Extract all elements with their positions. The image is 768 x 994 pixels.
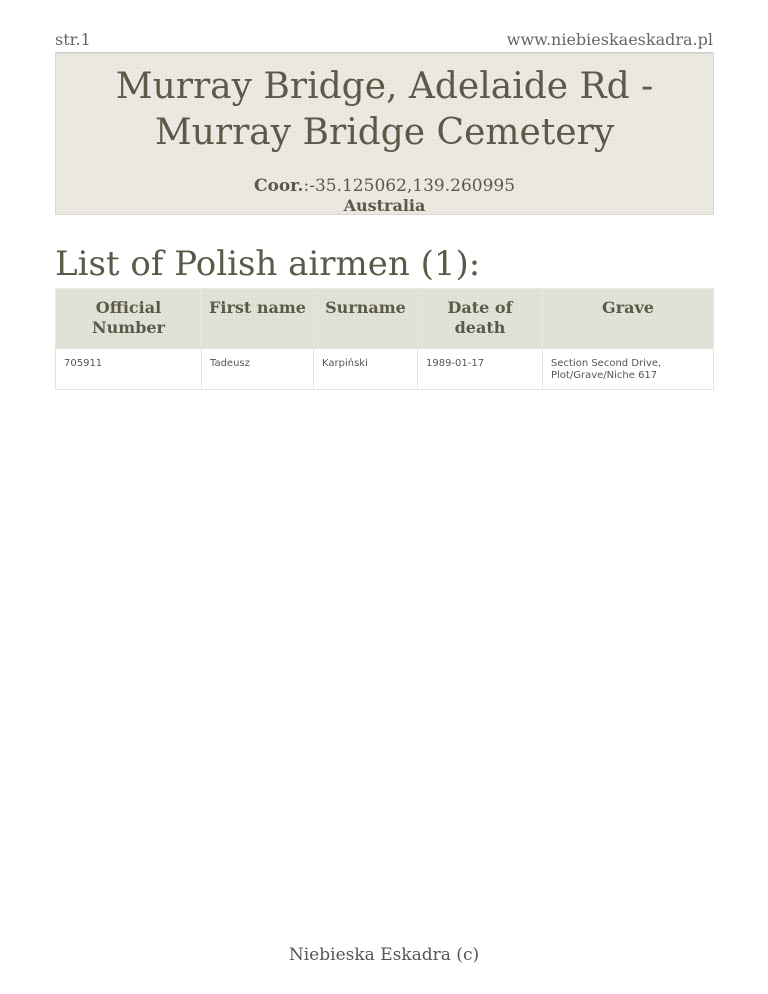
column-header-first-name: First name (202, 289, 314, 349)
cell-grave: Section Second Drive, Plot/Grave/Niche 617 (543, 349, 714, 390)
location-header (55, 53, 714, 215)
cell-official-number: 705911 (56, 349, 202, 390)
column-header-official-number: Official Number (56, 289, 202, 349)
column-header-date-of-death: Date of death (418, 289, 543, 349)
coordinates (56, 176, 713, 196)
site-url-link[interactable]: www.niebieskaeskadra.pl (506, 30, 713, 49)
top-bar (55, 30, 713, 52)
cell-date-of-death: 1989-01-17 (418, 349, 543, 390)
column-header-grave: Grave (543, 289, 714, 349)
country: Australia (343, 196, 426, 215)
column-header-surname: Surname (314, 289, 418, 349)
footer-copyright: Niebieska Eskadra (c) (288, 945, 480, 965)
coordinates-value: :-35.125062,139.260995 (303, 176, 516, 196)
location-title: Murray Bridge, Adelaide Rd - Murray Bridge Cemetery (115, 66, 654, 153)
coordinates-label: Coor. (253, 176, 304, 196)
airmen-table (55, 288, 714, 390)
cell-first-name: Tadeusz (202, 349, 314, 390)
list-title: List of Polish airmen (1): (55, 244, 481, 284)
page-number: str.1 (55, 30, 91, 49)
table-row (56, 349, 714, 390)
table-header-row (56, 289, 714, 349)
cell-surname: Karpiński (314, 349, 418, 390)
